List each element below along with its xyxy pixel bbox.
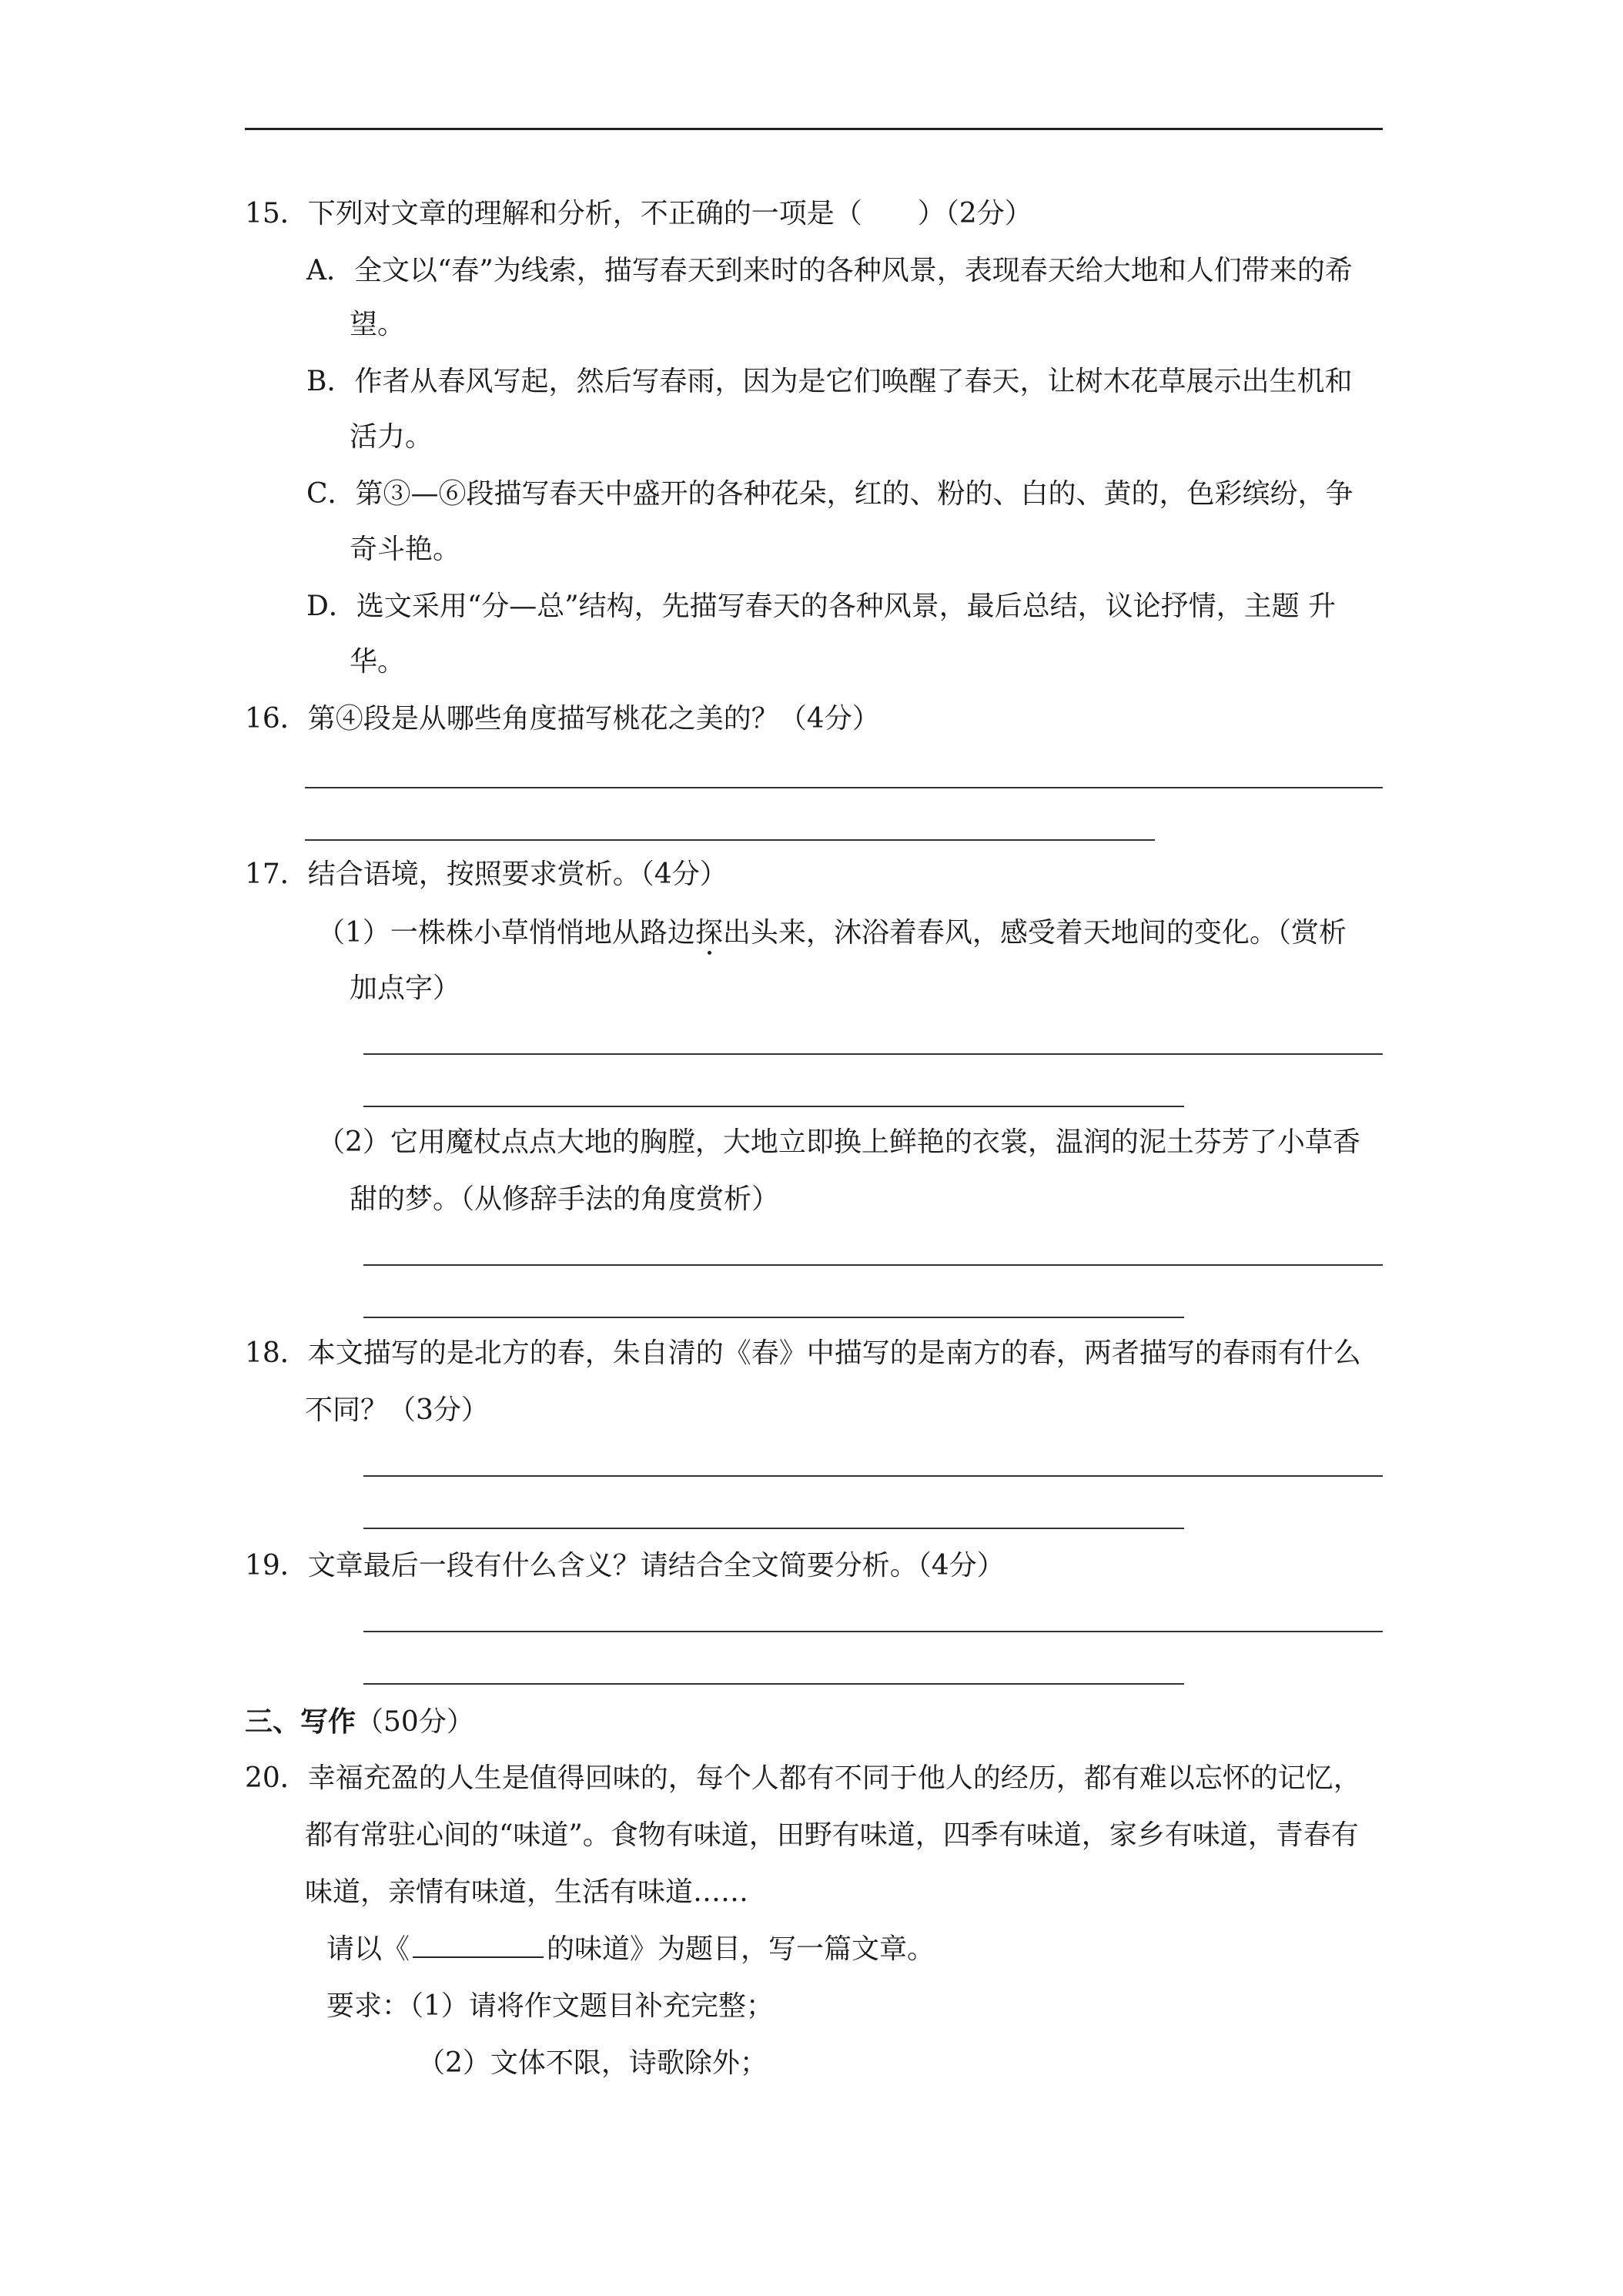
q18-answer-line-2[interactable] [363, 1528, 1184, 1529]
q15-option-d-line1: D．选文采用“分—总”结构，先描写春天的各种风景，最后总结，议论抒情，主题 升 [306, 591, 1337, 622]
q15-option-d-line2: 华。 [350, 646, 406, 678]
q18-answer-line-1[interactable] [363, 1475, 1383, 1477]
q15-option-a-line1: A．全文以“春”为线索，描写春天到来时的各种风景，表现春天给大地和人们带来的希 [306, 255, 1353, 286]
section3-score: （50分） [356, 1706, 474, 1738]
q20-requirement-2: （2）文体不限，诗歌除外； [417, 2047, 768, 2079]
q20-prompt-post: 的味道》为题目，写一篇文章。 [547, 1933, 935, 1965]
q17-sub1-post: 出头来，沐浴着春风，感受着天地间的变化。（赏析 [722, 917, 1347, 949]
q19-answer-line-1[interactable] [363, 1631, 1383, 1632]
q20-requirement-1 [326, 1990, 774, 2023]
q17-sub1-line2: 加点字） [350, 972, 461, 1004]
q20-line3: 味道，亲情有味道，生活有味道…… [305, 1876, 749, 1908]
q17-sub1-answer-line-2[interactable] [363, 1106, 1184, 1107]
q17-sub2-line2: 甜的梦。（从修辞手法的角度赏析） [350, 1183, 780, 1215]
q20-line2: 都有常驻心间的“味道”。食物有味道，田野有味道，四季有味道，家乡有味道，青春有 [305, 1819, 1359, 1851]
q17-sub2-answer-line-2[interactable] [363, 1317, 1184, 1318]
q17-sub1-pre: （1）一株株小草悄悄地从路边 [317, 917, 695, 949]
q20-req1: （1）请将作文题目补充完整； [410, 1990, 774, 2022]
q18-line2: 不同？（3分） [305, 1394, 489, 1426]
section3-title: 三、写作 [245, 1705, 356, 1738]
q20-title-blank[interactable] [413, 1933, 544, 1958]
q16-answer-line-1[interactable] [305, 787, 1383, 788]
section3-heading [245, 1705, 474, 1739]
q17-sub1-answer-line-1[interactable] [363, 1053, 1383, 1055]
q17-sub2-line1: （2）它用魔杖点点大地的胸膛，大地立即换上鲜艳的衣裳，温润的泥土芬芳了小草香 [317, 1126, 1360, 1158]
q20-prompt-pre: 请以《 [326, 1933, 410, 1965]
q19-answer-line-2[interactable] [363, 1683, 1184, 1685]
q15-option-c-line1: C．第③—⑥段描写春天中盛开的各种花朵，红的、粉的、白的、黄的，色彩缤纷，争 [306, 478, 1354, 510]
q19-stem: 19．文章最后一段有什么含义？请结合全文简要分析。（4分） [245, 1550, 1005, 1581]
q17-sub1-line1 [317, 916, 1347, 950]
q15-option-a-line2: 望。 [350, 309, 406, 340]
header-rule [245, 128, 1383, 130]
q16-answer-line-2[interactable] [305, 839, 1155, 841]
q15-stem: 15．下列对文章的理解和分析，不正确的一项是（ ）（2分） [245, 198, 1032, 229]
q17-sub2-answer-line-1[interactable] [363, 1264, 1383, 1266]
q20-line1: 20．幸福充盈的人生是值得回味的，每个人都有不同于他人的经历，都有难以忘怀的记忆， [245, 1762, 1361, 1794]
q20-prompt [326, 1933, 935, 1966]
q17-emphasis-dot-char: 探 [694, 917, 723, 949]
q15-option-b-line1: B．作者从春风写起，然后写春雨，因为是它们唤醒了春天，让树木花草展示出生机和 [306, 366, 1353, 397]
q20-req-label: 要求： [326, 1990, 410, 2022]
q18-line1: 18．本文描写的是北方的春，朱自清的《春》中描写的是南方的春，两者描写的春雨有什么 [245, 1337, 1361, 1369]
q15-option-c-line2: 奇斗艳。 [350, 534, 461, 565]
q17-stem: 17．结合语境，按照要求赏析。（4分） [245, 858, 728, 890]
q16-stem: 16．第④段是从哪些角度描写桃花之美的？（4分） [245, 703, 880, 735]
q15-option-b-line2: 活力。 [350, 421, 433, 453]
